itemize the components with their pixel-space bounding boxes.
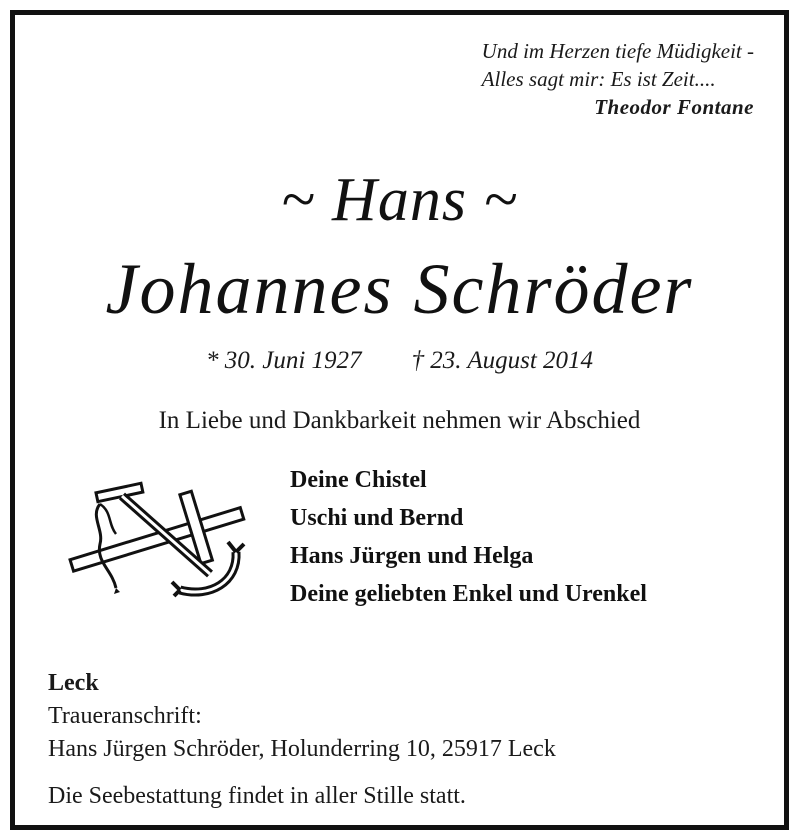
birth-date: * 30. Juni 1927 <box>205 347 362 374</box>
burial-note: Die Seebestattung findet in aller Stille statt. <box>48 783 466 809</box>
farewell-text: In Liebe und Dankbarkeit nehmen wir Abschied <box>158 407 641 434</box>
mourner-line: Uschi und Bernd <box>290 505 464 531</box>
footer-block <box>48 667 556 813</box>
mourner-line: Deine Chistel <box>290 467 427 493</box>
mourner-line: Deine geliebten Enkel und Urenkel <box>290 581 647 607</box>
address-label: Traueranschrift: <box>48 703 202 729</box>
quote-line-1: Und im Herzen tiefe Müdigkeit - <box>481 39 754 63</box>
anchor-cross-icon <box>60 470 250 600</box>
quote-line-2: Alles sagt mir: Es ist Zeit.... <box>481 67 716 91</box>
quote-block <box>482 37 754 121</box>
life-dates <box>15 345 784 377</box>
footer-place: Leck <box>48 670 99 696</box>
obituary-notice <box>10 10 789 830</box>
quote-author: Theodor Fontane <box>594 95 754 119</box>
mourner-line: Hans Jürgen und Helga <box>290 543 534 569</box>
deceased-full-name: Johannes Schröder <box>105 249 694 329</box>
mourners-list <box>290 461 647 613</box>
death-date: † 23. August 2014 <box>411 347 594 374</box>
deceased-first-name: ~ Hans ~ <box>281 166 518 234</box>
mourning-address: Hans Jürgen Schröder, Holunderring 10, 25917 Leck <box>48 736 556 762</box>
